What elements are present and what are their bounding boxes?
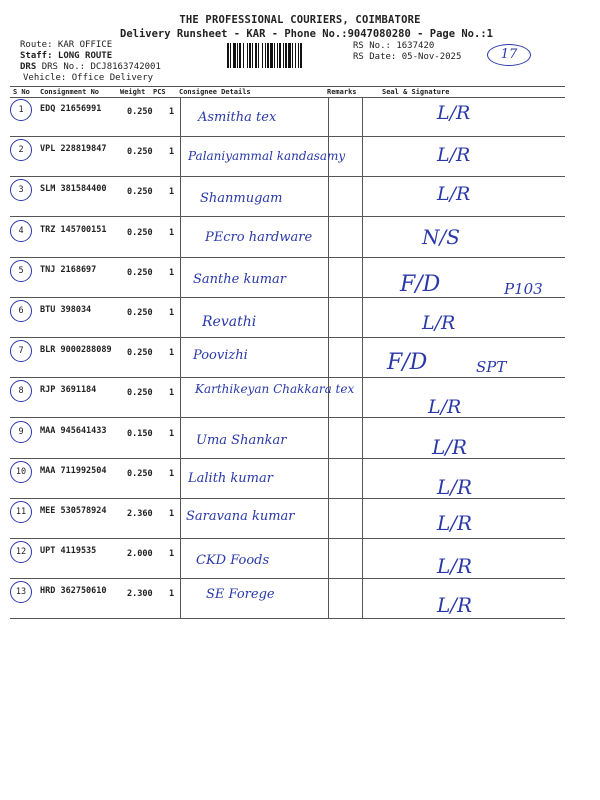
pieces-count: 1 — [169, 428, 175, 439]
weight-value: 0.250 — [127, 187, 153, 198]
barcode-bar — [243, 43, 244, 68]
signature-mark: F/D — [400, 271, 441, 297]
consignee-name: Shanmugam — [200, 191, 283, 207]
table-row — [10, 459, 565, 499]
barcode-bar — [230, 43, 231, 68]
barcode-bar — [233, 43, 236, 68]
consignment-number: MAA 711992504 — [40, 465, 107, 476]
serial-number: 2 — [10, 139, 32, 161]
vehicle-label: Vehicle: Office Delivery — [23, 73, 154, 83]
col-seal-header: Seal & Signature — [382, 88, 450, 96]
consignment-number: TNJ 2168697 — [40, 264, 97, 275]
table-row — [10, 539, 565, 579]
serial-number: 12 — [10, 541, 32, 563]
pieces-count: 1 — [169, 308, 175, 318]
table-row — [10, 579, 565, 619]
pieces-count: 1 — [169, 267, 175, 278]
consignment-number: SLM 381584400 — [40, 184, 107, 195]
pieces-count: 1 — [169, 348, 175, 359]
barcode-bar — [283, 43, 284, 68]
consignee-name: Saravana kumar — [186, 509, 295, 524]
pieces-count: 1 — [169, 187, 175, 198]
signature-mark: L/R — [428, 396, 462, 419]
runsheet-subtitle: Delivery Runsheet - KAR - Phone No.:9047080280 - Page No.:1 — [120, 28, 493, 40]
serial-number: 9 — [10, 421, 32, 443]
weight-value: 0.250 — [127, 388, 153, 399]
serial-number: 3 — [10, 179, 32, 201]
signature-mark: L/R — [437, 554, 473, 579]
consignee-name: Karthikeyan Chakkara tex — [195, 382, 355, 397]
signature-mark: L/R — [437, 474, 473, 499]
consignment-number: HRD 362750610 — [40, 586, 107, 597]
consignee-name: SE Forege — [206, 587, 275, 603]
barcode-bar — [252, 43, 253, 68]
weight-value: 2.360 — [127, 509, 153, 519]
pieces-count: 1 — [169, 509, 175, 519]
weight-value: 2.300 — [127, 589, 153, 600]
serial-number: 5 — [10, 260, 32, 282]
route-label: Route: KAR OFFICE — [20, 40, 113, 50]
weight-value: 0.250 — [127, 468, 153, 479]
serial-number: 1 — [10, 99, 32, 121]
table-row — [10, 218, 565, 258]
barcode-bar — [262, 43, 263, 68]
barcode-bar — [285, 43, 287, 68]
barcode-bar — [270, 43, 273, 68]
barcode-bar — [255, 43, 257, 68]
signature-mark: L/R — [432, 434, 468, 459]
company-title: THE PROFESSIONAL COURIERS, COIMBATORE — [179, 14, 421, 26]
consignee-name: CKD Foods — [196, 553, 270, 569]
barcode-bar — [267, 43, 269, 68]
barcode-bar — [300, 43, 302, 68]
staff-label: Staff: LONG ROUTE — [20, 51, 113, 61]
table-row — [10, 137, 565, 177]
col-sno-header: S No — [13, 88, 30, 96]
col-consignee-header: Consignee Details — [179, 88, 251, 96]
consignee-name: Uma Shankar — [196, 432, 287, 448]
rs-number: RS No.: 1637420 — [353, 41, 435, 51]
drs-number-value: DRS No.: DCJ8163742001 — [41, 62, 161, 72]
consignment-number: TRZ 145700151 — [40, 224, 107, 235]
weight-value: 0.250 — [127, 227, 153, 238]
table-row — [10, 419, 565, 459]
signature-mark: L/R — [437, 144, 471, 167]
barcode-bar — [247, 43, 248, 68]
consignee-name: Lalith kumar — [188, 470, 273, 486]
col-pcs-header: PCS — [153, 88, 166, 96]
pieces-count: 1 — [169, 107, 175, 117]
table-row — [10, 298, 565, 338]
weight-value: 0.250 — [127, 147, 153, 158]
signature-mark: L/R — [422, 312, 456, 334]
consignee-name: Asmitha tex — [198, 110, 277, 125]
barcode-bar — [288, 43, 291, 68]
table-row — [10, 378, 565, 418]
tally-mark: 17 — [487, 44, 531, 66]
consignee-name: Santhe kumar — [193, 271, 286, 287]
barcode-bar — [295, 43, 296, 68]
barcode-bar — [249, 43, 251, 68]
barcode-bar — [237, 43, 238, 68]
signature-mark: L/R — [437, 511, 473, 535]
serial-number: 6 — [10, 300, 32, 322]
weight-value: 0.150 — [127, 428, 153, 439]
pieces-count: 1 — [169, 388, 175, 399]
table-row — [10, 97, 565, 137]
weight-value: 0.250 — [127, 267, 153, 278]
consignee-name: Palaniyammal kandasamy — [188, 149, 346, 164]
barcode-bar — [265, 43, 266, 68]
consignee-name: Revathi — [202, 314, 257, 330]
drs-number: DRS DRS No.: DCJ8163742001 — [20, 62, 161, 72]
table-row — [10, 177, 565, 217]
consignment-number: EDQ 21656991 — [40, 104, 102, 114]
delivery-note: P103 — [504, 279, 543, 298]
serial-number: 4 — [10, 220, 32, 242]
pieces-count: 1 — [169, 589, 175, 600]
table-row — [10, 258, 565, 298]
signature-mark: F/D — [387, 350, 428, 376]
consignment-number: RJP 3691184 — [40, 385, 97, 396]
table-row — [10, 499, 565, 539]
row-divider — [10, 618, 565, 619]
header-top-rule — [10, 86, 565, 87]
barcode-bar — [274, 43, 275, 68]
consignment-number: UPT 4119535 — [40, 546, 97, 557]
pieces-count: 1 — [169, 227, 175, 238]
barcode-bar — [239, 43, 241, 68]
barcode-bar — [292, 43, 293, 68]
col-remarks-header: Remarks — [327, 88, 357, 96]
barcode-bar — [277, 43, 278, 68]
pieces-count: 1 — [169, 468, 175, 479]
col-weight-header: Weight — [120, 88, 146, 96]
barcode-bar — [227, 43, 229, 68]
pieces-count: 1 — [169, 147, 175, 158]
serial-number: 11 — [10, 501, 32, 523]
consignment-number: VPL 228819847 — [40, 144, 107, 155]
signature-mark: L/R — [437, 102, 471, 124]
serial-number: 10 — [10, 461, 32, 483]
weight-value: 0.250 — [127, 308, 153, 318]
barcode-bar — [258, 43, 259, 68]
signature-mark: L/R — [437, 593, 473, 618]
weight-value: 2.000 — [127, 549, 153, 560]
barcode-bar — [298, 43, 299, 68]
signature-mark: L/R — [437, 183, 471, 206]
weight-value: 0.250 — [127, 348, 153, 359]
consignment-number: MEE 530578924 — [40, 506, 107, 516]
consignee-name: PEcro hardware — [205, 229, 313, 245]
consignment-number: MAA 945641433 — [40, 425, 107, 436]
table-row — [10, 338, 565, 378]
consignment-number: BTU 398034 — [40, 305, 92, 315]
serial-number: 13 — [10, 581, 32, 603]
serial-number: 7 — [10, 340, 32, 362]
weight-value: 0.250 — [127, 107, 153, 117]
rs-date: RS Date: 05-Nov-2025 — [353, 52, 462, 62]
delivery-note: SPT — [476, 358, 507, 377]
barcode — [227, 43, 349, 68]
signature-mark: N/S — [422, 224, 460, 249]
consignment-number: BLR 9000288089 — [40, 345, 112, 356]
pieces-count: 1 — [169, 549, 175, 560]
col-consignment-header: Consignment No — [40, 88, 100, 96]
serial-number: 8 — [10, 380, 32, 402]
consignee-name: Poovizhi — [193, 348, 248, 364]
barcode-bar — [279, 43, 281, 68]
